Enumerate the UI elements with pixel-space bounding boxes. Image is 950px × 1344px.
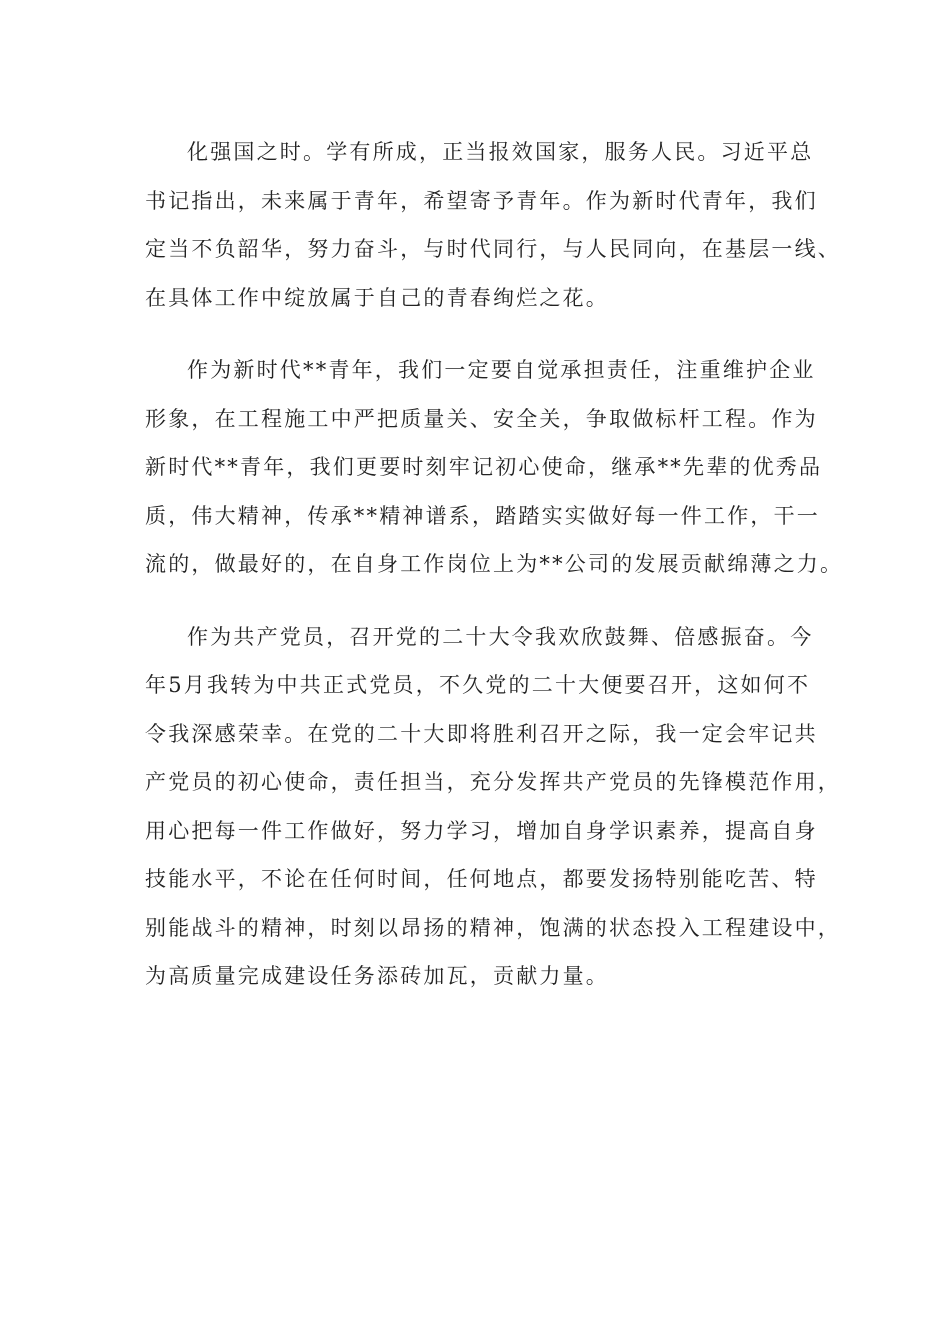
paragraph-line: 新时代**青年，我们更要时刻牢记初心使命，继承**先辈的优秀品 [145, 455, 823, 479]
paragraph-line: 作为共产党员，召开党的二十大令我欢欣鼓舞、倍感振奋。今 [187, 624, 814, 649]
paragraph-line: 化强国之时。学有所成，正当报效国家，服务人民。习近平总 [187, 140, 814, 164]
paragraph-line: 令我深感荣幸。在党的二十大即将胜利召开之际，我一定会牢记共 [145, 721, 818, 746]
paragraph-line: 形象，在工程施工中严把质量关、安全关，争取做标杆工程。作为 [145, 406, 818, 431]
document-body [145, 128, 844, 1025]
paragraph-line: 别能战斗的精神，时刻以昂扬的精神，饱满的状态投入工程建设中， [145, 915, 841, 940]
paragraph-3 [145, 613, 841, 1001]
paragraph-line: 作为新时代**青年，我们一定要自觉承担责任，注重维护企业 [187, 358, 816, 382]
paragraph-line: 年5月我转为中共正式党员，不久党的二十大便要召开，这如何不 [145, 673, 811, 697]
paragraph-line: 在具体工作中绽放属于自己的青春绚烂之花。 [145, 285, 609, 310]
paragraph-line: 定当不负韶华，努力奋斗，与时代同行，与人民同向，在基层一线、 [145, 237, 841, 261]
paragraph-line: 流的，做最好的，在自身工作岗位上为**公司的发展贡献绵薄之力。 [145, 552, 844, 576]
paragraph-2 [145, 346, 844, 589]
paragraph-line: 产党员的初心使命，责任担当，充分发挥共产党员的先锋模范作用， [145, 770, 841, 794]
paragraph-line: 书记指出，未来属于青年，希望寄予青年。作为新时代青年，我们 [145, 188, 818, 213]
paragraph-line: 技能水平，不论在任何时间，任何地点，都要发扬特别能吃苦、特 [145, 867, 818, 891]
paragraph-line: 质，伟大精神，传承**精神谱系，踏踏实实做好每一件工作，干一 [145, 503, 820, 528]
paragraph-1 [145, 128, 841, 322]
paragraph-line: 为高质量完成建设任务添砖加瓦，贡献力量。 [145, 964, 609, 988]
paragraph-line: 用心把每一件工作做好，努力学习，增加自身学识素养，提高自身 [145, 818, 818, 843]
